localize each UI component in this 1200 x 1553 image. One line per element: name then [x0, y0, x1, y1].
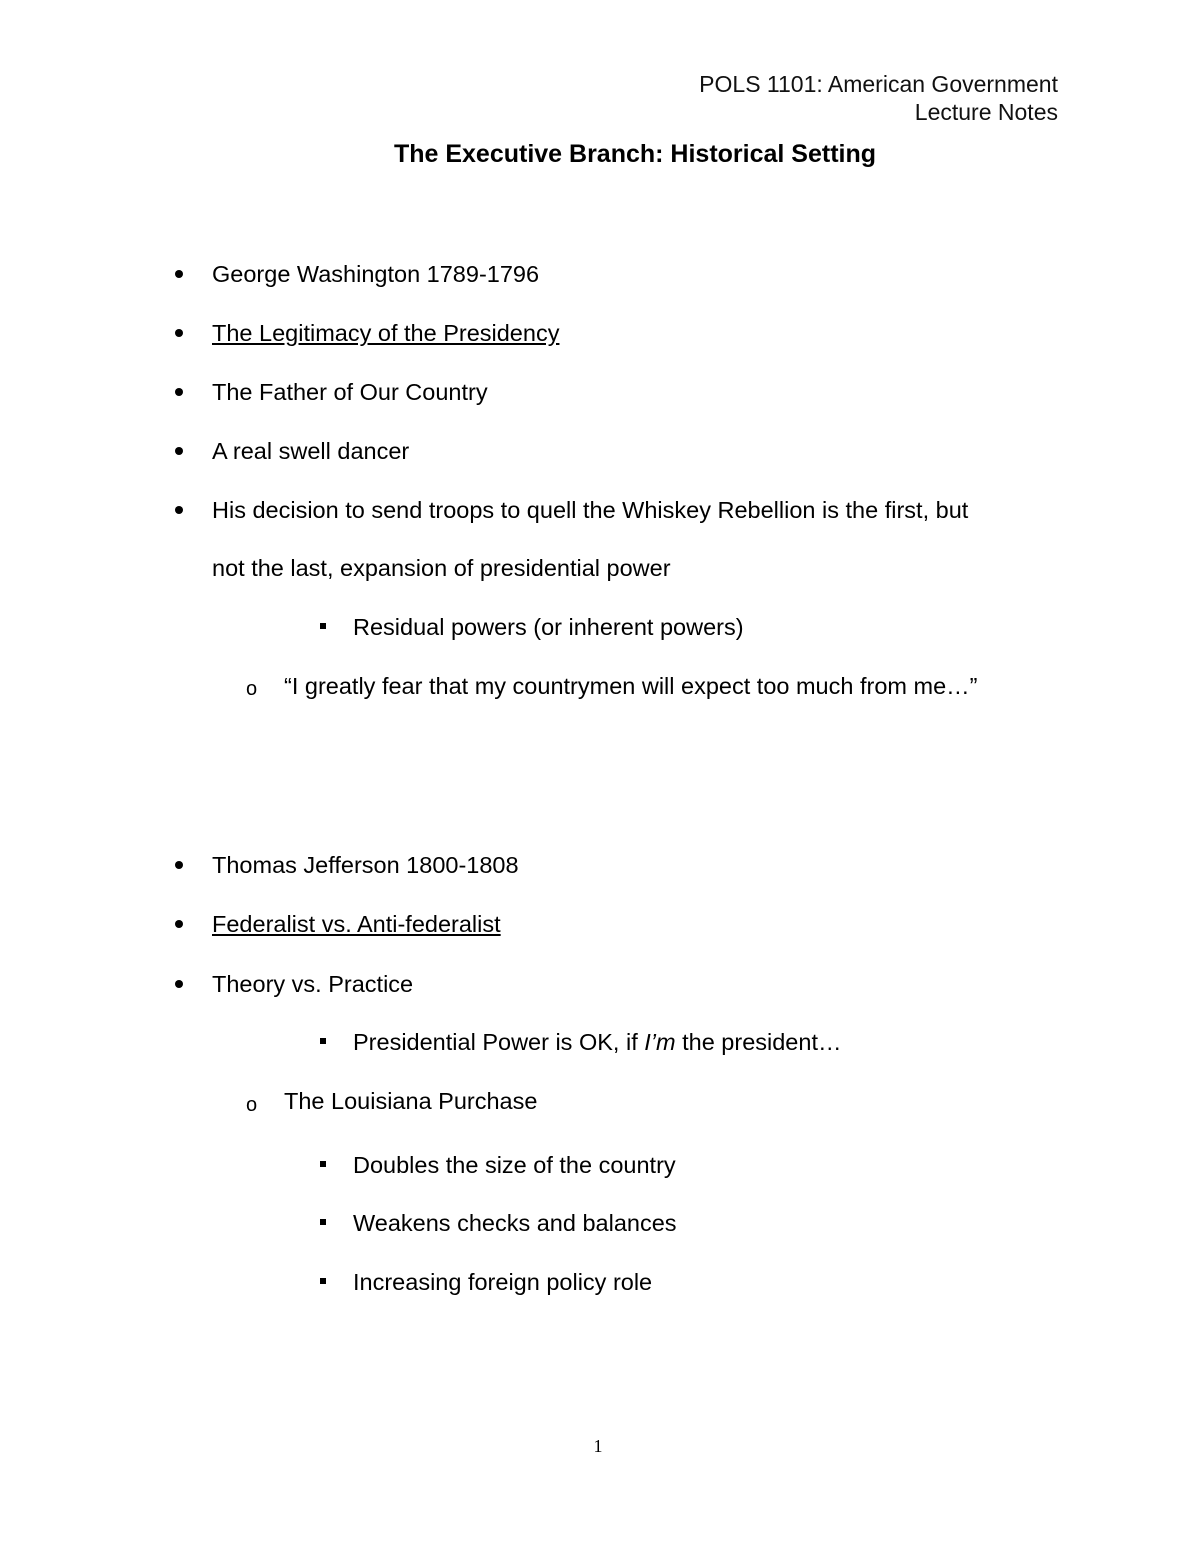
document-subtitle: Lecture Notes [914, 99, 1058, 125]
square-bullet-icon [320, 623, 326, 629]
sub-sub-list-item: Doubles the size of the country [353, 1152, 676, 1178]
square-bullet-icon [320, 1161, 326, 1167]
sub-list-item: Residual powers (or inherent powers) [353, 614, 744, 640]
circle-bullet-icon: o [246, 678, 258, 700]
page-number: 1 [593, 1436, 603, 1456]
quote-item: “I greatly fear that my countrymen will expect too much from me…” [284, 673, 978, 699]
list-item: Theory vs. Practice [212, 971, 414, 997]
bullet-icon [175, 270, 183, 278]
text-segment: the president… [675, 1029, 842, 1055]
sub-list-item: The Louisiana Purchase [284, 1088, 538, 1114]
circle-bullet-icon: o [246, 1094, 258, 1116]
bullet-icon [175, 861, 183, 869]
sub-list-item [353, 1026, 841, 1058]
bullet-icon [175, 329, 183, 337]
square-bullet-icon [320, 1038, 326, 1044]
list-item: The Legitimacy of the Presidency [212, 320, 560, 346]
bullet-icon [175, 506, 183, 514]
sub-sub-list-item: Increasing foreign policy role [353, 1269, 653, 1295]
course-name: POLS 1101: American Government [699, 71, 1058, 97]
list-item-continuation: not the last, expansion of presidential power [212, 555, 671, 581]
document-header [699, 70, 1058, 126]
sub-sub-list-item: Weakens checks and balances [353, 1210, 677, 1236]
square-bullet-icon [320, 1278, 326, 1284]
bullet-icon [175, 980, 183, 988]
list-item: A real swell dancer [212, 438, 410, 464]
page-title: The Executive Branch: Historical Setting [393, 140, 877, 168]
list-item: Thomas Jefferson 1800-1808 [212, 852, 519, 878]
bullet-icon [175, 388, 183, 396]
bullet-icon [175, 447, 183, 455]
list-item: His decision to send troops to quell the Whiskey Rebellion is the first, but [212, 497, 969, 523]
emphasis-text: I’m [644, 1029, 676, 1055]
list-item: George Washington 1789-1796 [212, 261, 540, 287]
list-item: The Father of Our Country [212, 379, 488, 405]
text-segment: Presidential Power is OK, if [353, 1029, 645, 1055]
list-item: Federalist vs. Anti-federalist [212, 911, 501, 937]
bullet-icon [175, 920, 183, 928]
square-bullet-icon [320, 1219, 326, 1225]
